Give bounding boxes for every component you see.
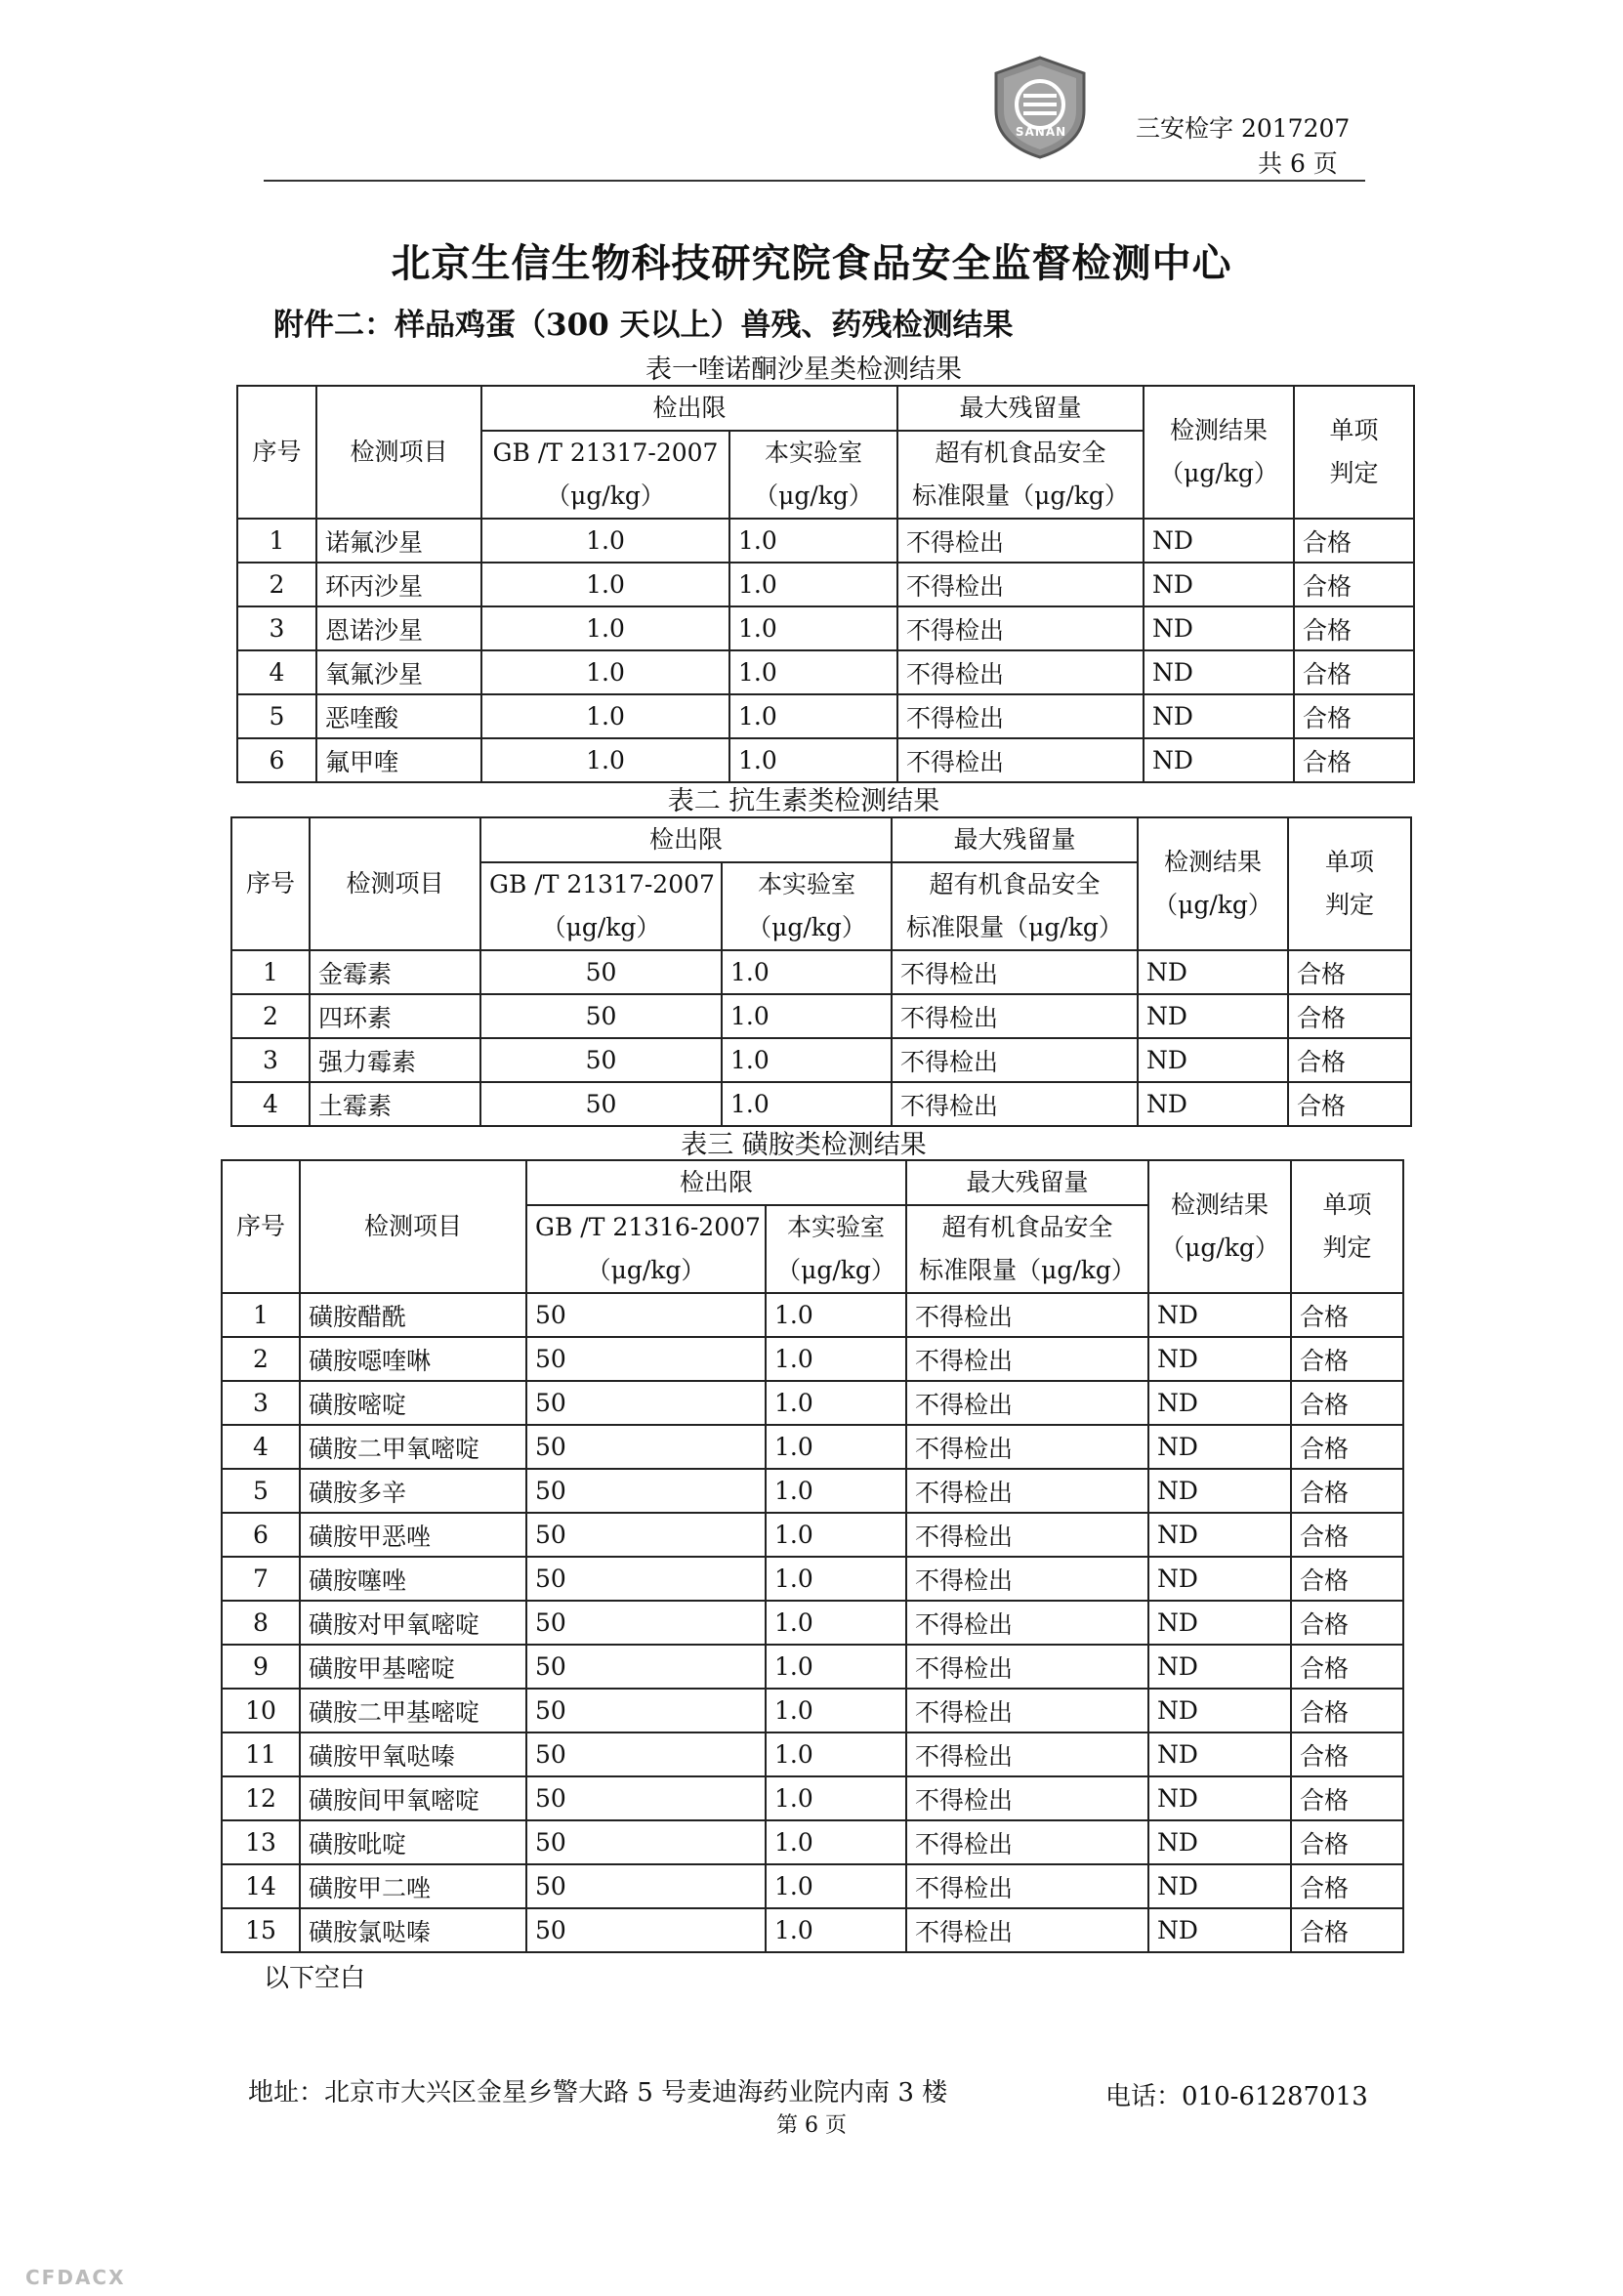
row-organic-limit: 不得检出 [897, 606, 1144, 650]
row-seq: 6 [237, 738, 316, 782]
row-standard-limit: 50 [526, 1908, 766, 1952]
header-judgement: 单项 判定 [1288, 817, 1411, 950]
row-item: 氟甲喹 [316, 738, 481, 782]
row-organic-limit: 不得检出 [906, 1293, 1148, 1337]
header-result: 检测结果 （μg/kg） [1138, 817, 1288, 950]
row-item: 磺胺间甲氧嘧啶 [300, 1776, 526, 1820]
row-result: ND [1144, 694, 1294, 738]
blank-note: 以下空白 [264, 1964, 366, 1993]
header-max-residue: 最大残留量 [897, 386, 1144, 431]
row-judgement: 合格 [1294, 563, 1414, 606]
page-title: 北京生信生物科技研究院食品安全监督检测中心 [391, 240, 1232, 286]
row-standard-limit: 1.0 [481, 563, 729, 606]
row-standard-limit: 50 [526, 1425, 766, 1469]
row-seq: 4 [222, 1425, 300, 1469]
row-organic-limit: 不得检出 [906, 1601, 1148, 1645]
total-pages: 共 6 页 [1258, 149, 1338, 178]
row-result: ND [1148, 1732, 1291, 1776]
row-organic-limit: 不得检出 [897, 563, 1144, 606]
table-1-caption: 表一喹诺酮沙星类检测结果 [645, 355, 962, 385]
row-organic-limit: 不得检出 [892, 950, 1138, 994]
row-result: ND [1148, 1776, 1291, 1820]
table-row [222, 1381, 1403, 1425]
row-organic-limit: 不得检出 [906, 1689, 1148, 1732]
row-seq: 12 [222, 1776, 300, 1820]
row-organic-limit: 不得检出 [906, 1820, 1148, 1864]
header-lab: 本实验室 （μg/kg） [722, 862, 892, 950]
row-lab-limit: 1.0 [766, 1557, 906, 1601]
row-judgement: 合格 [1291, 1908, 1403, 1952]
row-result: ND [1144, 650, 1294, 694]
row-item: 磺胺噁喹啉 [300, 1337, 526, 1381]
row-organic-limit: 不得检出 [906, 1381, 1148, 1425]
table-row [237, 563, 1414, 606]
table-row [231, 950, 1411, 994]
row-seq: 6 [222, 1513, 300, 1557]
row-result: ND [1138, 1082, 1288, 1126]
row-item: 诺氟沙星 [316, 519, 481, 563]
row-item: 磺胺多辛 [300, 1469, 526, 1513]
row-judgement: 合格 [1294, 738, 1414, 782]
header-organic-limit: 超有机食品安全 标准限量（μg/kg） [906, 1205, 1148, 1293]
row-result: ND [1148, 1601, 1291, 1645]
row-organic-limit: 不得检出 [906, 1513, 1148, 1557]
table-row [222, 1732, 1403, 1776]
header-standard: GB /T 21317-2007 （μg/kg） [480, 862, 722, 950]
table-row [237, 694, 1414, 738]
row-lab-limit: 1.0 [766, 1293, 906, 1337]
row-seq: 1 [231, 950, 310, 994]
row-seq: 14 [222, 1864, 300, 1908]
sanan-logo-icon [986, 54, 1094, 161]
row-organic-limit: 不得检出 [906, 1732, 1148, 1776]
row-item: 磺胺甲恶唑 [300, 1513, 526, 1557]
row-lab-limit: 1.0 [729, 650, 897, 694]
header-max-residue: 最大残留量 [892, 817, 1138, 862]
row-seq: 5 [222, 1469, 300, 1513]
row-item: 土霉素 [310, 1082, 480, 1126]
row-item: 磺胺二甲基嘧啶 [300, 1689, 526, 1732]
table-row [222, 1513, 1403, 1557]
row-judgement: 合格 [1291, 1293, 1403, 1337]
table-row [222, 1557, 1403, 1601]
row-item: 磺胺嘧啶 [300, 1381, 526, 1425]
row-result: ND [1138, 1038, 1288, 1082]
row-seq: 10 [222, 1689, 300, 1732]
row-judgement: 合格 [1291, 1337, 1403, 1381]
table-2-body [231, 950, 1411, 1126]
header-organic-limit: 超有机食品安全 标准限量（μg/kg） [897, 431, 1144, 519]
row-lab-limit: 1.0 [766, 1732, 906, 1776]
row-standard-limit: 50 [526, 1776, 766, 1820]
row-lab-limit: 1.0 [766, 1601, 906, 1645]
table-row [222, 1908, 1403, 1952]
header-lab: 本实验室 （μg/kg） [729, 431, 897, 519]
row-judgement: 合格 [1291, 1381, 1403, 1425]
document-number: 三安检字 2017207 [1136, 114, 1351, 143]
row-judgement: 合格 [1291, 1864, 1403, 1908]
row-standard-limit: 50 [526, 1337, 766, 1381]
header-seq: 序号 [222, 1160, 300, 1293]
table-row [237, 738, 1414, 782]
header-judgement: 单项 判定 [1294, 386, 1414, 519]
row-standard-limit: 50 [526, 1645, 766, 1689]
row-organic-limit: 不得检出 [906, 1645, 1148, 1689]
row-item: 磺胺醋酰 [300, 1293, 526, 1337]
row-result: ND [1148, 1820, 1291, 1864]
page-number: 第 6 页 [776, 2113, 847, 2138]
row-judgement: 合格 [1288, 1038, 1411, 1082]
row-seq: 2 [231, 994, 310, 1038]
row-standard-limit: 1.0 [481, 519, 729, 563]
row-seq: 13 [222, 1820, 300, 1864]
row-result: ND [1148, 1557, 1291, 1601]
footer-phone: 电话：010-61287013 [1105, 2082, 1368, 2111]
table-row [237, 519, 1414, 563]
row-item: 四环素 [310, 994, 480, 1038]
row-seq: 4 [231, 1082, 310, 1126]
row-judgement: 合格 [1291, 1776, 1403, 1820]
header-detection-limit: 检出限 [480, 817, 892, 862]
table-3-caption: 表三 磺胺类检测结果 [681, 1130, 927, 1160]
header-organic-limit: 超有机食品安全 标准限量（μg/kg） [892, 862, 1138, 950]
header-item: 检测项目 [310, 817, 480, 950]
header-detection-limit: 检出限 [481, 386, 897, 431]
table-row [231, 1082, 1411, 1126]
row-judgement: 合格 [1291, 1425, 1403, 1469]
table-row [222, 1601, 1403, 1645]
row-lab-limit: 1.0 [766, 1820, 906, 1864]
row-lab-limit: 1.0 [722, 950, 892, 994]
row-seq: 1 [222, 1293, 300, 1337]
header-lab: 本实验室 （μg/kg） [766, 1205, 906, 1293]
row-result: ND [1138, 950, 1288, 994]
header-standard: GB /T 21317-2007 （μg/kg） [481, 431, 729, 519]
row-result: ND [1138, 994, 1288, 1038]
row-lab-limit: 1.0 [729, 606, 897, 650]
row-judgement: 合格 [1291, 1689, 1403, 1732]
row-seq: 1 [237, 519, 316, 563]
row-organic-limit: 不得检出 [906, 1557, 1148, 1601]
row-result: ND [1148, 1293, 1291, 1337]
row-item: 磺胺吡啶 [300, 1820, 526, 1864]
header-seq: 序号 [237, 386, 316, 519]
table-row [222, 1645, 1403, 1689]
header-detection-limit: 检出限 [526, 1160, 906, 1205]
row-result: ND [1144, 606, 1294, 650]
row-organic-limit: 不得检出 [906, 1469, 1148, 1513]
row-lab-limit: 1.0 [766, 1513, 906, 1557]
row-organic-limit: 不得检出 [897, 738, 1144, 782]
row-judgement: 合格 [1291, 1645, 1403, 1689]
table-1-body [237, 519, 1414, 782]
row-judgement: 合格 [1291, 1820, 1403, 1864]
row-seq: 7 [222, 1557, 300, 1601]
row-standard-limit: 50 [480, 1082, 722, 1126]
row-lab-limit: 1.0 [729, 738, 897, 782]
row-judgement: 合格 [1291, 1732, 1403, 1776]
row-result: ND [1148, 1864, 1291, 1908]
row-item: 磺胺氯哒嗪 [300, 1908, 526, 1952]
row-standard-limit: 1.0 [481, 606, 729, 650]
row-judgement: 合格 [1294, 519, 1414, 563]
row-standard-limit: 50 [526, 1820, 766, 1864]
table-row [237, 650, 1414, 694]
row-organic-limit: 不得检出 [892, 1038, 1138, 1082]
row-organic-limit: 不得检出 [892, 994, 1138, 1038]
row-lab-limit: 1.0 [766, 1425, 906, 1469]
row-seq: 8 [222, 1601, 300, 1645]
row-organic-limit: 不得检出 [906, 1425, 1148, 1469]
table-row [222, 1293, 1403, 1337]
row-judgement: 合格 [1288, 950, 1411, 994]
row-organic-limit: 不得检出 [892, 1082, 1138, 1126]
row-lab-limit: 1.0 [766, 1337, 906, 1381]
row-item: 磺胺甲基嘧啶 [300, 1645, 526, 1689]
row-lab-limit: 1.0 [722, 994, 892, 1038]
row-item: 氧氟沙星 [316, 650, 481, 694]
row-judgement: 合格 [1291, 1601, 1403, 1645]
row-item: 恩诺沙星 [316, 606, 481, 650]
footer-address: 地址：北京市大兴区金星乡警大路 5 号麦迪海药业院内南 3 楼 [248, 2078, 948, 2108]
row-lab-limit: 1.0 [729, 694, 897, 738]
row-result: ND [1144, 519, 1294, 563]
header-divider [264, 180, 1365, 182]
row-lab-limit: 1.0 [766, 1689, 906, 1732]
row-judgement: 合格 [1291, 1469, 1403, 1513]
row-item: 磺胺噻唑 [300, 1557, 526, 1601]
row-judgement: 合格 [1294, 606, 1414, 650]
row-result: ND [1148, 1381, 1291, 1425]
logo-text: SANAN [1015, 125, 1067, 139]
row-judgement: 合格 [1288, 1082, 1411, 1126]
row-seq: 15 [222, 1908, 300, 1952]
table-row [222, 1425, 1403, 1469]
row-seq: 4 [237, 650, 316, 694]
row-standard-limit: 1.0 [481, 694, 729, 738]
header-max-residue: 最大残留量 [906, 1160, 1148, 1205]
row-seq: 2 [222, 1337, 300, 1381]
results-table-1 [236, 385, 1415, 783]
row-standard-limit: 50 [526, 1601, 766, 1645]
table-row [231, 1038, 1411, 1082]
row-standard-limit: 50 [480, 1038, 722, 1082]
row-result: ND [1148, 1469, 1291, 1513]
row-item: 金霉素 [310, 950, 480, 994]
header-standard: GB /T 21316-2007 （μg/kg） [526, 1205, 766, 1293]
watermark: CFDACX [25, 2266, 126, 2289]
row-result: ND [1148, 1645, 1291, 1689]
row-lab-limit: 1.0 [766, 1908, 906, 1952]
row-standard-limit: 50 [526, 1469, 766, 1513]
row-judgement: 合格 [1291, 1513, 1403, 1557]
row-standard-limit: 50 [526, 1381, 766, 1425]
row-standard-limit: 50 [526, 1864, 766, 1908]
row-result: ND [1148, 1513, 1291, 1557]
row-standard-limit: 50 [480, 950, 722, 994]
row-standard-limit: 1.0 [481, 738, 729, 782]
row-item: 强力霉素 [310, 1038, 480, 1082]
header-result: 检测结果 （μg/kg） [1144, 386, 1294, 519]
row-item: 恶喹酸 [316, 694, 481, 738]
table-row [222, 1689, 1403, 1732]
header-item: 检测项目 [316, 386, 481, 519]
row-standard-limit: 50 [526, 1513, 766, 1557]
row-lab-limit: 1.0 [766, 1864, 906, 1908]
table-2-caption: 表二 抗生素类检测结果 [667, 786, 940, 816]
row-standard-limit: 50 [526, 1293, 766, 1337]
row-result: ND [1144, 563, 1294, 606]
table-row [222, 1864, 1403, 1908]
results-table-3 [221, 1159, 1404, 1953]
row-item: 磺胺甲氧哒嗪 [300, 1732, 526, 1776]
row-judgement: 合格 [1291, 1557, 1403, 1601]
row-seq: 3 [231, 1038, 310, 1082]
row-result: ND [1144, 738, 1294, 782]
row-item: 磺胺甲二唑 [300, 1864, 526, 1908]
row-lab-limit: 1.0 [729, 519, 897, 563]
header-judgement: 单项 判定 [1291, 1160, 1403, 1293]
row-item: 磺胺二甲氧嘧啶 [300, 1425, 526, 1469]
row-organic-limit: 不得检出 [906, 1337, 1148, 1381]
row-lab-limit: 1.0 [722, 1038, 892, 1082]
row-item: 环丙沙星 [316, 563, 481, 606]
row-judgement: 合格 [1288, 994, 1411, 1038]
row-lab-limit: 1.0 [766, 1469, 906, 1513]
attachment-title: 附件二：样品鸡蛋（300 天以上）兽残、药残检测结果 [273, 308, 1014, 343]
header-result: 检测结果 （μg/kg） [1148, 1160, 1291, 1293]
row-seq: 3 [222, 1381, 300, 1425]
row-standard-limit: 50 [480, 994, 722, 1038]
row-standard-limit: 50 [526, 1732, 766, 1776]
row-seq: 5 [237, 694, 316, 738]
row-item: 磺胺对甲氧嘧啶 [300, 1601, 526, 1645]
table-row [237, 606, 1414, 650]
row-result: ND [1148, 1425, 1291, 1469]
table-row [222, 1469, 1403, 1513]
row-result: ND [1148, 1689, 1291, 1732]
header-seq: 序号 [231, 817, 310, 950]
header-item: 检测项目 [300, 1160, 526, 1293]
row-lab-limit: 1.0 [729, 563, 897, 606]
table-row [222, 1820, 1403, 1864]
row-result: ND [1148, 1908, 1291, 1952]
row-seq: 3 [237, 606, 316, 650]
results-table-2 [230, 816, 1412, 1127]
table-3-body [222, 1293, 1403, 1952]
row-organic-limit: 不得检出 [897, 694, 1144, 738]
row-standard-limit: 1.0 [481, 650, 729, 694]
row-seq: 2 [237, 563, 316, 606]
row-organic-limit: 不得检出 [897, 650, 1144, 694]
row-standard-limit: 50 [526, 1557, 766, 1601]
table-row [222, 1337, 1403, 1381]
row-seq: 9 [222, 1645, 300, 1689]
row-organic-limit: 不得检出 [906, 1776, 1148, 1820]
table-row [222, 1776, 1403, 1820]
table-row [231, 994, 1411, 1038]
row-lab-limit: 1.0 [722, 1082, 892, 1126]
row-organic-limit: 不得检出 [906, 1908, 1148, 1952]
row-organic-limit: 不得检出 [906, 1864, 1148, 1908]
row-standard-limit: 50 [526, 1689, 766, 1732]
row-organic-limit: 不得检出 [897, 519, 1144, 563]
row-lab-limit: 1.0 [766, 1645, 906, 1689]
row-seq: 11 [222, 1732, 300, 1776]
row-lab-limit: 1.0 [766, 1381, 906, 1425]
row-result: ND [1148, 1337, 1291, 1381]
row-judgement: 合格 [1294, 694, 1414, 738]
row-judgement: 合格 [1294, 650, 1414, 694]
row-lab-limit: 1.0 [766, 1776, 906, 1820]
